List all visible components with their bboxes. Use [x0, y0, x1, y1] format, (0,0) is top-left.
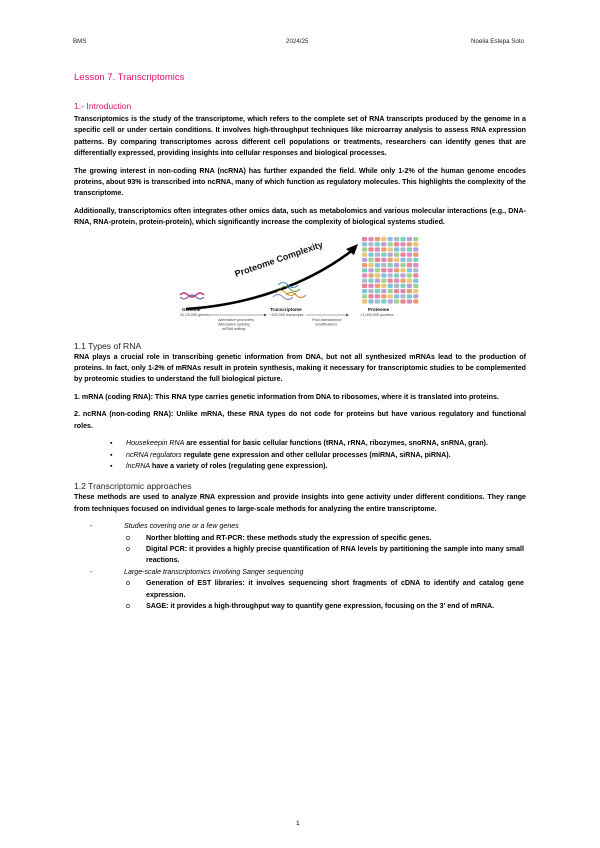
protein-cell [400, 283, 405, 287]
list-item: o Digital PCR: it provides a highly precise quantification of RNA levels by partitioning the sample into many small reactions. [126, 544, 524, 565]
protein-cell [368, 294, 373, 298]
protein-cell [394, 257, 399, 261]
protein-cell [368, 247, 373, 251]
protein-cell [407, 252, 412, 256]
list-item: ▪ Housekeepin RNA are essential for basic cellular functions (tRNA, rRNA, ribozymes, snoRNA, snRNA, gran). [110, 438, 526, 449]
ncrna-list [110, 438, 526, 472]
header-year: 2024/25 [286, 38, 309, 45]
transcriptome-count: ~100,000 transcripts [269, 312, 304, 317]
protein-cell [407, 237, 412, 241]
protein-cell [368, 278, 373, 282]
protein-cell [400, 247, 405, 251]
protein-cell [368, 268, 373, 272]
step2-arrowhead [346, 313, 349, 316]
protein-cell [368, 237, 373, 241]
group-few-genes: - Studies covering one or a few genes [90, 521, 526, 532]
protein-cell [368, 289, 373, 293]
protein-cell [381, 268, 386, 272]
protein-cell [362, 237, 367, 241]
group-sanger: - Large-scale transcriptomics involving Sanger sequencing [90, 567, 526, 578]
protein-cell [362, 283, 367, 287]
protein-cell [413, 299, 418, 303]
protein-cell [368, 283, 373, 287]
protein-cell [400, 242, 405, 246]
step1-arrowhead [264, 313, 267, 316]
protein-cell [407, 263, 412, 267]
protein-cell [407, 289, 412, 293]
protein-cell [388, 268, 393, 272]
protein-cell [362, 289, 367, 293]
page-number: 1 [296, 820, 300, 827]
protein-cell [400, 257, 405, 261]
transcriptome-label: Transcriptome [270, 306, 302, 312]
protein-cell [368, 242, 373, 246]
mrna-paragraph: 1. mRNA (coding RNA): This RNA type carries genetic information from DNA to ribosomes, where it is translated into proteins. [74, 392, 499, 401]
intro-heading: 1.- Introduction [74, 101, 132, 111]
protein-cell [413, 268, 418, 272]
protein-cell [375, 247, 380, 251]
protein-cell [375, 268, 380, 272]
protein-cell [400, 268, 405, 272]
protein-cell [375, 289, 380, 293]
protein-cell [407, 247, 412, 251]
protein-cell [388, 299, 393, 303]
protein-cell [407, 273, 412, 277]
protein-cell [400, 294, 405, 298]
protein-cell [388, 294, 393, 298]
protein-cell [362, 247, 367, 251]
protein-cell [368, 273, 373, 277]
ncrna-paragraph: 2. ncRNA (non-coding RNA): Unlike mRNA, these RNA types do not code for proteins but have various regulatory and functional roles. [74, 410, 526, 430]
protein-cell [413, 242, 418, 246]
protein-cell [381, 257, 386, 261]
main-content [74, 72, 526, 612]
protein-cell [394, 299, 399, 303]
protein-cell [362, 252, 367, 256]
protein-cell [388, 252, 393, 256]
protein-cell [381, 252, 386, 256]
list-item: o Norther blotting and RT-PCR: these methods study the expression of specific genes. [126, 533, 432, 542]
step1-label-a: Alternative promoters [218, 317, 255, 322]
arrow-label: Proteome Complexity [233, 238, 325, 279]
proteome-complexity-figure [178, 235, 422, 331]
types-heading: 1.1 Types of RNA [74, 340, 142, 351]
protein-cell [388, 263, 393, 267]
protein-cell [394, 278, 399, 282]
protein-cell [375, 294, 380, 298]
protein-cell [362, 273, 367, 277]
protein-cell [407, 268, 412, 272]
protein-cell [375, 237, 380, 241]
protein-cell [381, 294, 386, 298]
protein-cell [394, 283, 399, 287]
protein-cell [362, 242, 367, 246]
protein-cell [407, 278, 412, 282]
protein-cell [413, 278, 418, 282]
lesson-title: Lesson 7. Transcriptomics [74, 72, 185, 83]
protein-cell [413, 263, 418, 267]
protein-cell [368, 257, 373, 261]
figure-svg [178, 235, 422, 331]
protein-cell [368, 252, 373, 256]
protein-cell [413, 289, 418, 293]
protein-cell [381, 273, 386, 277]
protein-cell [394, 242, 399, 246]
protein-cell [400, 273, 405, 277]
header-course: BMS [73, 38, 87, 45]
protein-cell [381, 299, 386, 303]
list-item: o Generation of EST libraries: it involves sequencing short fragments of cDNA to identify and catalog gene expression. [126, 579, 524, 599]
protein-cell [413, 294, 418, 298]
protein-cell [381, 237, 386, 241]
protein-cell [394, 247, 399, 251]
protein-cell [381, 247, 386, 251]
protein-cell [394, 268, 399, 272]
protein-cell [394, 237, 399, 241]
step1-label-c: mRNA editing [222, 326, 246, 331]
protein-cell [388, 289, 393, 293]
protein-cell [413, 283, 418, 287]
protein-cell [375, 299, 380, 303]
genome-label: Genome [182, 306, 201, 312]
protein-cell [407, 283, 412, 287]
protein-cell [413, 257, 418, 261]
intro-paragraph-3: Additionally, transcriptomics often integrates other omics data, such as metabolomics and various molecular interactions (e.g., DNA-RNA, RNA-protein, protein-protein), which significantly increase the complexity of biological systems studied. [74, 206, 526, 227]
protein-cell [375, 263, 380, 267]
protein-cell [400, 237, 405, 241]
protein-cell [388, 242, 393, 246]
step2-label-a: Post-translational [312, 317, 342, 322]
genome-count: 20-25,000 genes [180, 312, 209, 317]
protein-cell [362, 257, 367, 261]
proteome-label: Proteome [368, 306, 390, 312]
protein-cell [375, 273, 380, 277]
protein-cell [381, 242, 386, 246]
protein-cell [388, 237, 393, 241]
protein-cell [362, 268, 367, 272]
protein-cell [381, 263, 386, 267]
list-item: ▪ ncRNA regulators regulate gene expression and other cellular processes (miRNA, siRNA, piRNA). [110, 450, 526, 461]
list-item: ▪ lncRNA have a variety of roles (regulating gene expression). [110, 461, 526, 472]
protein-cell [381, 289, 386, 293]
protein-cell [388, 257, 393, 261]
proteome-count: >1,000,000 proteins [360, 312, 394, 317]
protein-cell [407, 257, 412, 261]
protein-cell [381, 278, 386, 282]
protein-cell [413, 252, 418, 256]
step2-label-b: modifications [315, 322, 338, 327]
list-item: o SAGE: it provides a high-throughput way to quantify gene expression, focusing on the 3' end of mRNA. [126, 601, 495, 610]
protein-cell [368, 263, 373, 267]
protein-cell [400, 252, 405, 256]
protein-cell [407, 299, 412, 303]
protein-cell [400, 278, 405, 282]
protein-cell [388, 278, 393, 282]
protein-cell [375, 242, 380, 246]
protein-cell [362, 278, 367, 282]
protein-cell [400, 289, 405, 293]
protein-cell [407, 242, 412, 246]
protein-cell [388, 273, 393, 277]
approaches-heading: 1.2 Transcriptomic approaches [74, 481, 192, 492]
protein-cell [362, 263, 367, 267]
protein-cell [394, 289, 399, 293]
step1-label-b: Alternative splicing [218, 322, 250, 327]
protein-cell [375, 278, 380, 282]
proteome-grid [362, 237, 418, 304]
header-author: Noelia Estepa Soto [471, 38, 524, 45]
protein-cell [375, 252, 380, 256]
protein-cell [394, 273, 399, 277]
protein-cell [413, 237, 418, 241]
approaches-paragraph: These methods are used to analyze RNA expression and provide insights into gene activity under different conditions. They range from techniques focused on individual genes to large-scale methods for analyzing the entire transcriptome. [74, 493, 526, 513]
protein-cell [368, 299, 373, 303]
protein-cell [407, 294, 412, 298]
protein-cell [388, 247, 393, 251]
protein-cell [400, 263, 405, 267]
protein-cell [362, 299, 367, 303]
protein-cell [388, 283, 393, 287]
protein-cell [394, 294, 399, 298]
protein-cell [394, 252, 399, 256]
protein-cell [394, 263, 399, 267]
intro-paragraph-2: The growing interest in non-coding RNA (ncRNA) has further expanded the field. While only 1-2% of the human genome encodes proteins, about 93% is transcribed into ncRNA, many of which function as regulatory molecules. This highlights the complexity of the transcriptome. [74, 166, 526, 198]
protein-cell [381, 283, 386, 287]
protein-cell [413, 247, 418, 251]
protein-cell [413, 273, 418, 277]
protein-cell [400, 299, 405, 303]
protein-cell [362, 294, 367, 298]
protein-cell [375, 283, 380, 287]
types-paragraph: RNA plays a crucial role in transcribing genetic information from DNA, but not all synthesized mRNAs lead to the production of proteins. In fact, only 1-2% of mRNAs result in protein synthesis, making it necessary for transcriptomic studies to be complemented by proteomic studies to understand the full biological picture. [74, 352, 526, 384]
intro-paragraph-1: Transcriptomics is the study of the transcriptome, which refers to the complete set of RNA transcripts produced by the genome in a specific cell or under certain conditions. It involves high-throughput techniques like microarray analysis to assess RNA expression patterns. By comparing transcriptomes across different cell populations or treatments, researchers can identify genes that are differentially expressed, providing insights into cellular responses and biological processes. [74, 115, 526, 158]
protein-cell [375, 257, 380, 261]
